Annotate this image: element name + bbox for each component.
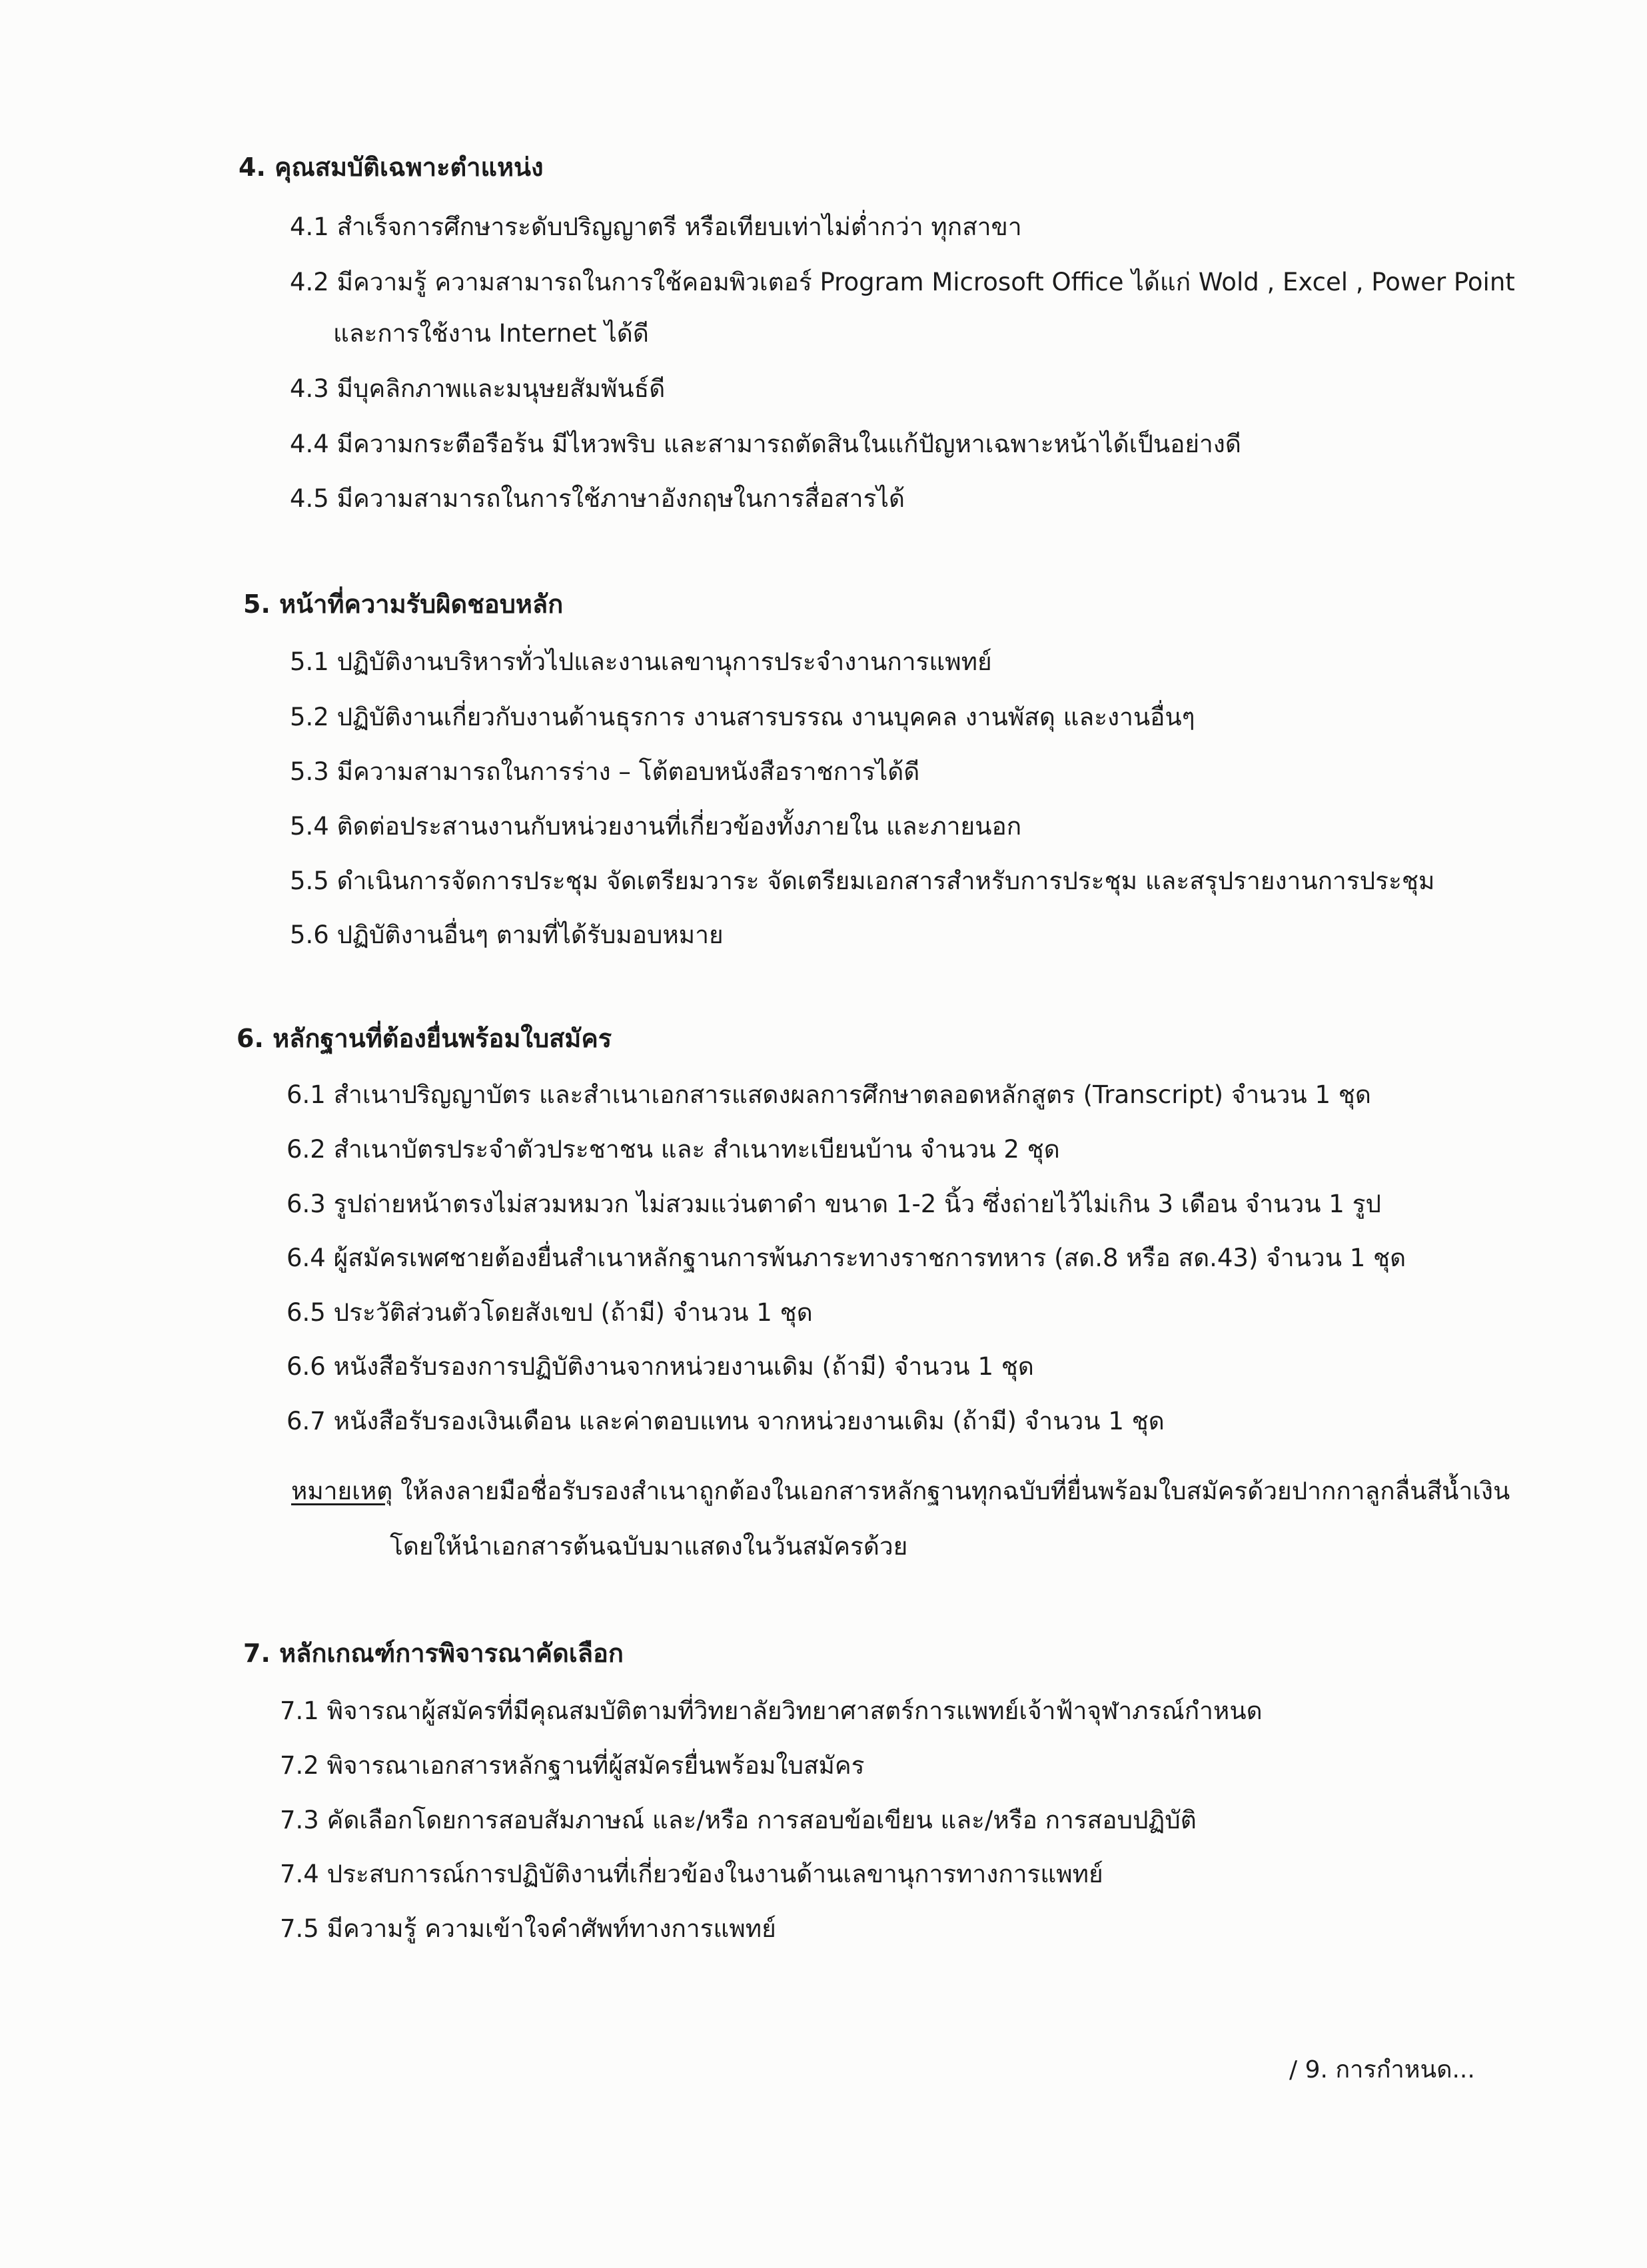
note-text: ให้ลงลายมือชื่อรับรองสำเนาถูกต้องในเอกสารหลักฐานทุกฉบับที่ยื่นพร้อมใบสมัครด้วยปากกาลูกลื่นสีน้ำเงิน (392, 1477, 1510, 1505)
section-4-heading: 4. คุณสมบัติเฉพาะตำแหน่ง (239, 153, 544, 182)
item-6-3: 6.3 รูปถ่ายหน้าตรงไม่สวมหมวก ไม่สวมแว่นตาดำ ขนาด 1-2 นิ้ว ซึ่งถ่ายไว้ไม่เกิน 3 เดือน จำนวน 1 รูป (286, 1190, 1381, 1218)
item-6-7: 6.7 หนังสือรับรองเงินเดือน และค่าตอบแทน จากหน่วยงานเดิม (ถ้ามี) จำนวน 1 ชุด (286, 1407, 1165, 1435)
item-7-1: 7.1 พิจารณาผู้สมัครที่มีคุณสมบัติตามที่วิทยาลัยวิทยาศาสตร์การแพทย์เจ้าฟ้าจุฬาภรณ์กำหนด (280, 1697, 1263, 1725)
page-continuation-footer: / 9. การกำหนด... (1289, 2056, 1475, 2083)
note-line (291, 1479, 1510, 1503)
item-5-6: 5.6 ปฏิบัติงานอื่นๆ ตามที่ได้รับมอบหมาย (290, 921, 724, 949)
item-6-4: 6.4 ผู้สมัครเพศชายต้องยื่นสำเนาหลักฐานการพ้นภาระทางราชการทหาร (สด.8 หรือ สด.43) จำนวน 1 ชุด (286, 1244, 1406, 1272)
item-5-3: 5.3 มีความสามารถในการร่าง – โต้ตอบหนังสือราชการได้ดี (290, 757, 920, 786)
section-7-heading: 7. หลักเกณฑ์การพิจารณาคัดเลือก (243, 1639, 624, 1668)
item-6-5: 6.5 ประวัติส่วนตัวโดยสังเขป (ถ้ามี) จำนวน 1 ชุด (286, 1298, 813, 1327)
note-label: หมายเหตุ (291, 1477, 393, 1505)
item-5-4: 5.4 ติดต่อประสานงานกับหน่วยงานที่เกี่ยวข้องทั้งภายใน และภายนอก (290, 812, 1022, 841)
item-7-4: 7.4 ประสบการณ์การปฏิบัติงานที่เกี่ยวข้องในงานด้านเลขานุการทางการแพทย์ (280, 1860, 1103, 1888)
item-5-1: 5.1 ปฏิบัติงานบริหารทั่วไปและงานเลขานุการประจำงานการแพทย์ (290, 647, 992, 676)
note-continuation: โดยให้นำเอกสารต้นฉบับมาแสดงในวันสมัครด้วย (390, 1532, 908, 1561)
item-4-1: 4.1 สำเร็จการศึกษาระดับปริญญาตรี หรือเทียบเท่าไม่ต่ำกว่า ทุกสาขา (290, 212, 1022, 241)
item-4-5: 4.5 มีความสามารถในการใช้ภาษาอังกฤษในการสื่อสารได้ (290, 484, 905, 513)
item-7-3: 7.3 คัดเลือกโดยการสอบสัมภาษณ์ และ/หรือ การสอบข้อเขียน และ/หรือ การสอบปฏิบัติ (280, 1806, 1197, 1834)
item-4-4: 4.4 มีความกระตือรือร้น มีไหวพริบ และสามารถตัดสินในแก้ปัญหาเฉพาะหน้าได้เป็นอย่างดี (290, 430, 1241, 458)
item-6-6: 6.6 หนังสือรับรองการปฏิบัติงานจากหน่วยงานเดิม (ถ้ามี) จำนวน 1 ชุด (286, 1352, 1034, 1381)
item-7-2: 7.2 พิจารณาเอกสารหลักฐานที่ผู้สมัครยื่นพร้อมใบสมัคร (280, 1751, 865, 1780)
item-5-2: 5.2 ปฏิบัติงานเกี่ยวกับงานด้านธุรการ งานสารบรรณ งานบุคคล งานพัสดุ และงานอื่นๆ (290, 703, 1195, 731)
item-4-2-continuation: และการใช้งาน Internet ได้ดี (333, 319, 649, 348)
item-7-5: 7.5 มีความรู้ ความเข้าใจคำศัพท์ทางการแพทย์ (280, 1914, 776, 1943)
item-5-5: 5.5 ดำเนินการจัดการประชุม จัดเตรียมวาระ จัดเตรียมเอกสารสำหรับการประชุม และสรุปรายงานการประชุม (290, 867, 1435, 895)
item-4-3: 4.3 มีบุคลิกภาพและมนุษยสัมพันธ์ดี (290, 374, 666, 403)
section-6-heading: 6. หลักฐานที่ต้องยื่นพร้อมใบสมัคร (237, 1024, 612, 1053)
item-6-1: 6.1 สำเนาปริญญาบัตร และสำเนาเอกสารแสดงผลการศึกษาตลอดหลักสูตร (Transcript) จำนวน 1 ชุด (286, 1080, 1371, 1109)
item-6-2: 6.2 สำเนาบัตรประจำตัวประชาชน และ สำเนาทะเบียนบ้าน จำนวน 2 ชุด (286, 1135, 1060, 1164)
section-5-heading: 5. หน้าที่ความรับผิดชอบหลัก (243, 589, 564, 619)
item-4-2: 4.2 มีความรู้ ความสามารถในการใช้คอมพิวเตอร์ Program Microsoft Office ได้แก่ Wold , Excel , Power Point (290, 268, 1515, 296)
